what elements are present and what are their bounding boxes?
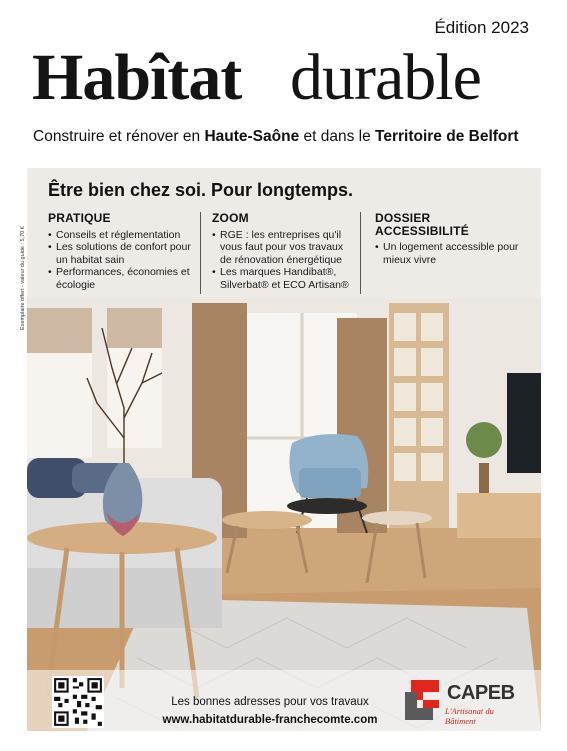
section-list bbox=[48, 229, 198, 292]
footer-tagline: Les bonnes adresses pour vos travaux bbox=[171, 696, 369, 708]
title-word-durable: durable bbox=[290, 41, 481, 114]
section-list bbox=[375, 241, 525, 266]
subtitle-text-2: et dans le bbox=[299, 128, 376, 145]
section-heading: ZOOM bbox=[212, 211, 249, 225]
section-zoom bbox=[212, 212, 354, 291]
column-divider bbox=[200, 212, 201, 294]
edition-label: Édition 2023 bbox=[434, 18, 529, 37]
capeb-logo bbox=[403, 678, 523, 726]
qr-code-icon[interactable] bbox=[52, 676, 104, 728]
tagline: Être bien chez soi. Pour longtemps. bbox=[48, 180, 354, 200]
list-item: • Performances, économies et écologie bbox=[48, 266, 198, 291]
subtitle bbox=[33, 128, 519, 146]
column-divider bbox=[360, 212, 361, 294]
section-pratique bbox=[48, 212, 198, 291]
price-note: Exemplaire offert - valeur du guide : 5,70 € bbox=[20, 226, 26, 330]
section-heading: PRATIQUE bbox=[48, 211, 111, 225]
section-list bbox=[212, 229, 354, 292]
list-item: • Les marques Handibat®, Silverbat® et ECO Artisan® bbox=[212, 266, 354, 291]
section-heading: DOSSIER ACCESSIBILITÉ bbox=[375, 211, 469, 238]
capeb-name: CAPEB bbox=[447, 682, 515, 704]
magazine-title bbox=[32, 40, 542, 120]
list-item: • RGE : les entreprises qu'il vous faut pour vos travaux de rénovation énergétique bbox=[212, 229, 354, 267]
capeb-tagline: L'Artisanat du Bâtiment bbox=[445, 706, 494, 726]
list-item: • Un logement accessible pour mieux vivre bbox=[375, 241, 525, 266]
subtitle-region-1: Haute-Saône bbox=[204, 128, 300, 145]
website-link[interactable]: www.habitatdurable-franchecomte.com bbox=[162, 714, 378, 726]
list-item: • Les solutions de confort pour un habitat sain bbox=[48, 241, 198, 266]
list-item: • Conseils et réglementation bbox=[48, 229, 198, 242]
subtitle-text-1: Construire et rénover en bbox=[33, 128, 205, 145]
capeb-emblem-icon bbox=[403, 678, 443, 722]
section-dossier bbox=[375, 212, 525, 266]
title-word-habitat: Habîtat bbox=[32, 41, 242, 114]
subtitle-region-2: Territoire de Belfort bbox=[375, 128, 519, 145]
